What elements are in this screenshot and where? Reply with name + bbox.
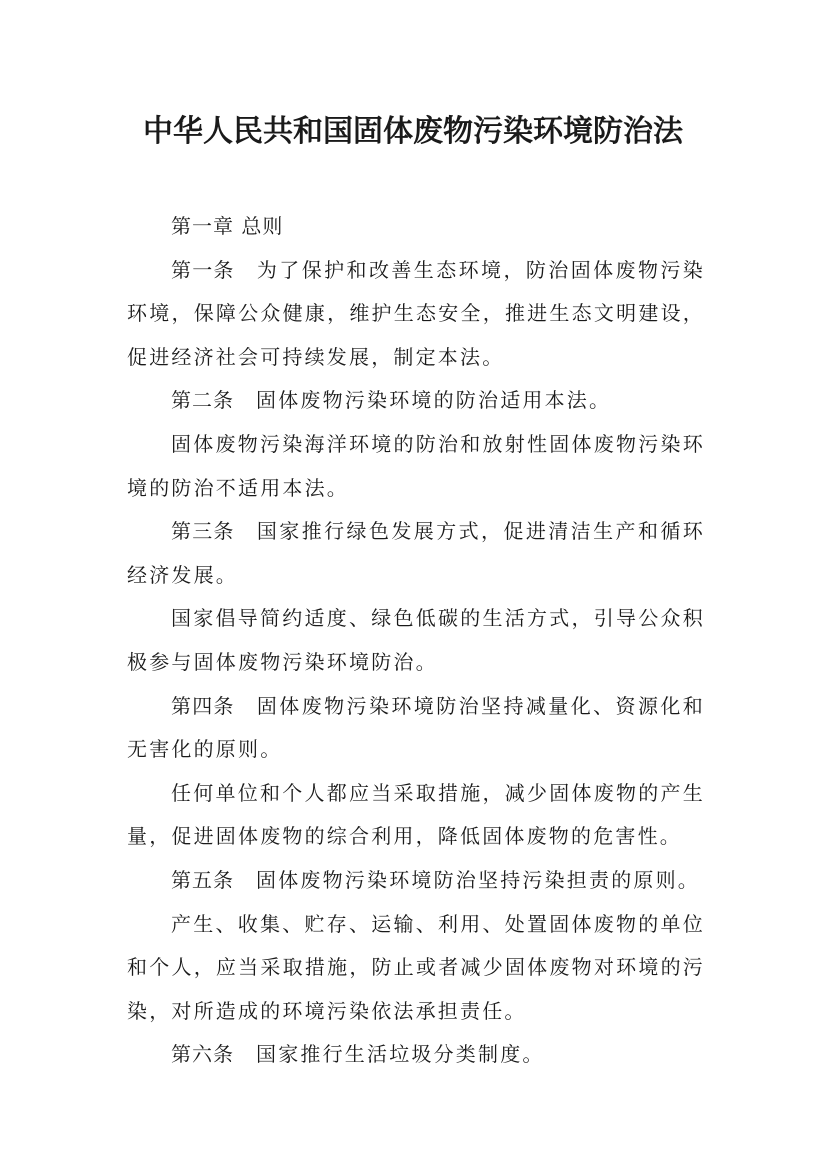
article-number: 第四条 (171, 693, 235, 718)
article-6-paragraph (127, 1033, 705, 1077)
paragraph-text: 任何单位和个人都应当采取措施，减少固体废物的产生量，促进固体废物的综合利用，降低固体废物的危害性。 (127, 780, 705, 849)
article-text: 固体废物污染环境的防治适用本法。 (256, 388, 612, 413)
paragraph-text: 产生、收集、贮存、运输、利用、处置固体废物的单位和个人，应当采取措施，防止或者减少固体废物对环境的污染，对所造成的环境污染依法承担责任。 (127, 911, 705, 1023)
article-5-paragraph (127, 859, 705, 903)
article-text: 固体废物污染环境防治坚持污染担责的原则。 (256, 867, 700, 892)
article-number: 第五条 (171, 867, 234, 892)
article-5-clause-2 (127, 903, 705, 1034)
article-4-clause-2 (127, 772, 705, 859)
article-2-clause-2 (127, 423, 705, 510)
article-text: 国家推行绿色发展方式，促进清洁生产和循环经济发展。 (127, 519, 706, 587)
article-1-paragraph (127, 249, 705, 380)
paragraph-text: 固体废物污染海洋环境的防治和放射性固体废物污染环境的防治不适用本法。 (127, 431, 705, 500)
article-text: 固体废物污染环境防治坚持减量化、资源化和无害化的原则。 (127, 693, 706, 762)
paragraph-text: 国家倡导简约适度、绿色低碳的生活方式，引导公众积极参与固体废物污染环境防治。 (127, 606, 705, 674)
article-3-paragraph (127, 510, 705, 597)
article-number: 第二条 (171, 388, 234, 413)
article-text: 国家推行生活垃圾分类制度。 (256, 1042, 545, 1067)
article-4-paragraph (127, 685, 705, 772)
article-number: 第三条 (171, 519, 235, 544)
article-number: 第一条 (171, 257, 235, 282)
document-title: 中华人民共和国固体废物污染环境防治法 (143, 114, 683, 149)
article-number: 第六条 (171, 1042, 234, 1067)
article-text: 为了保护和改善生态环境，防治固体废物污染环境，保障公众健康，维护生态安全，推进生态文明建设，促进经济社会可持续发展，制定本法。 (127, 257, 706, 369)
document-body (127, 205, 705, 1077)
article-3-clause-2 (127, 597, 705, 684)
article-2-paragraph (127, 379, 705, 423)
chapter-heading: 第一章 总则 (171, 214, 284, 238)
